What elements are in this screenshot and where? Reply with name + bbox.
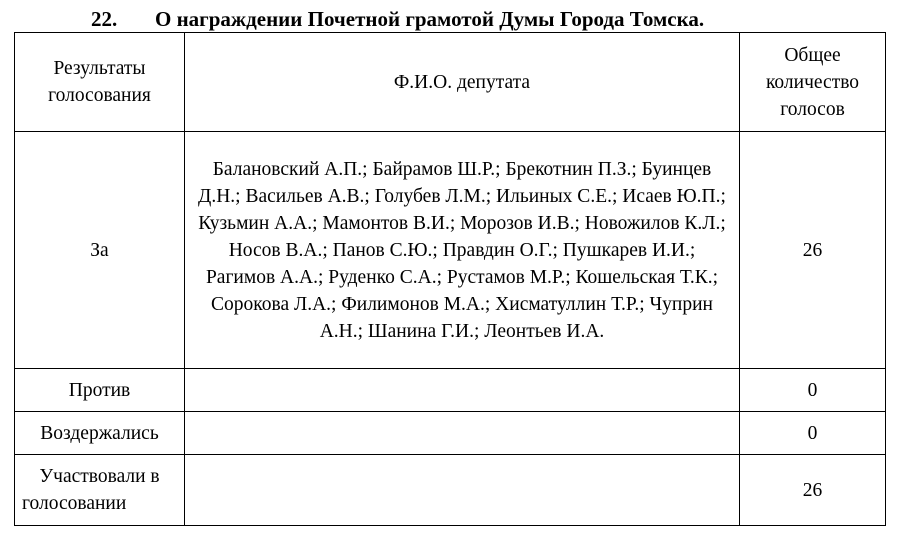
row-against-names xyxy=(185,369,740,412)
row-abstained-label: Воздержались xyxy=(15,412,185,455)
table-row-participated xyxy=(15,455,886,526)
header-result: Результаты голосования xyxy=(15,33,185,132)
table-header-row xyxy=(15,33,886,132)
row-participated-names xyxy=(185,455,740,526)
row-participated-label: Участвовали в голосовании xyxy=(15,455,185,526)
table-row-for xyxy=(15,132,886,369)
item-number: 22. xyxy=(91,7,118,31)
table-row-against xyxy=(15,369,886,412)
row-for-label: За xyxy=(15,132,185,369)
table-row-abstained xyxy=(15,412,886,455)
item-title: О награждении Почетной грамотой Думы Города Томска. xyxy=(155,7,705,31)
row-for-count: 26 xyxy=(740,132,886,369)
header-total: Общее количество голосов xyxy=(740,33,886,132)
row-against-label: Против xyxy=(15,369,185,412)
item-heading xyxy=(0,5,903,33)
header-name: Ф.И.О. депутата xyxy=(185,33,740,132)
row-for-names: Балановский А.П.; Байрамов Ш.Р.; Брекотнин П.З.; Буинцев Д.Н.; Васильев А.В.; Голубев Л.М.; Ильиных С.Е.; Исаев Ю.П.; Кузьмин А.А.; Мамонтов В.И.; Морозов И.В.; Новожилов К.Л.; Носов В.А.; Панов С.Ю.; Правдин О.Г.; Пушкарев И.И.; Рагимов А.А.; Руденко С.А.; Рустамов М.Р.; Кошельская Т.К.; Сорокова Л.А.; Филимонов М.А.; Хисматуллин Т.Р.; Чуприн А.Н.; Шанина Г.И.; Леонтьев И.А. xyxy=(185,132,740,369)
row-against-count: 0 xyxy=(740,369,886,412)
row-abstained-count: 0 xyxy=(740,412,886,455)
row-abstained-names xyxy=(185,412,740,455)
row-participated-count: 26 xyxy=(740,455,886,526)
voting-results-table xyxy=(14,32,886,526)
